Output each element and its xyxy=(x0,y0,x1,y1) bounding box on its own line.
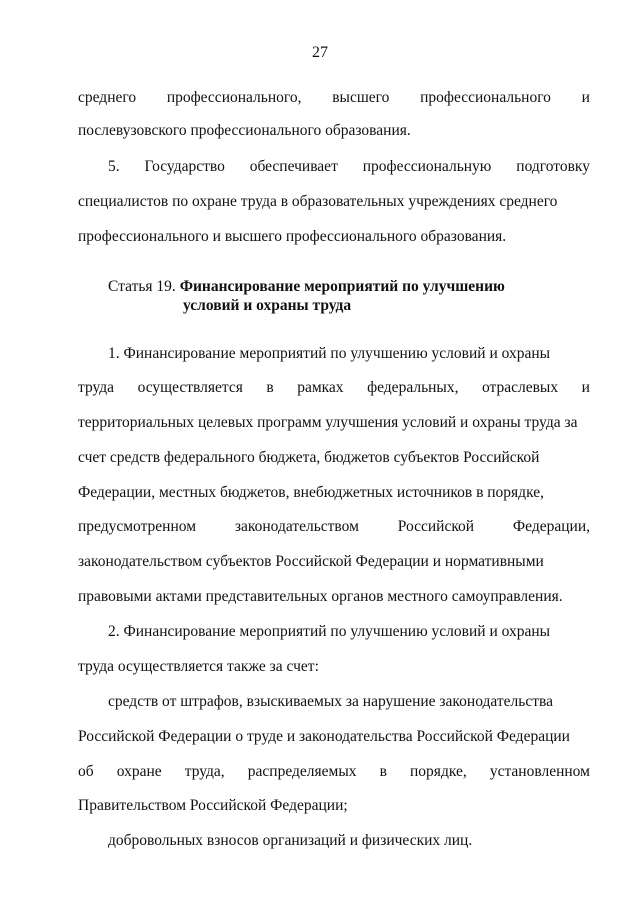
word: в xyxy=(266,379,274,396)
article-title-continued: условий и охраны труда xyxy=(183,297,352,314)
paragraph-line: добровольных взносов организаций и физических лиц. xyxy=(108,832,473,849)
article-title: Финансирование мероприятий по улучшению xyxy=(179,278,505,295)
word: рамках xyxy=(297,379,344,396)
word: в xyxy=(379,763,387,780)
paragraph-line xyxy=(78,517,590,537)
word: труда, xyxy=(184,763,225,780)
word: среднего xyxy=(78,89,137,106)
word: об xyxy=(78,763,94,780)
word: 5. xyxy=(108,158,120,175)
paragraph-line: Российской Федерации о труде и законодательства Российской Федерации xyxy=(78,728,570,745)
paragraph-line xyxy=(108,157,590,177)
word: подготовку xyxy=(516,158,590,175)
word: охране xyxy=(116,763,162,780)
word: предусмотренном xyxy=(78,518,197,535)
paragraph-line: счет средств федерального бюджета, бюджетов субъектов Российской xyxy=(78,449,540,466)
word: Российской xyxy=(397,518,475,535)
paragraph-line xyxy=(78,88,590,108)
paragraph-line: 2. Финансирование мероприятий по улучшению условий и охраны xyxy=(108,623,551,640)
word: Федерации, xyxy=(512,518,590,535)
word: законодательством xyxy=(234,518,359,535)
word: и xyxy=(581,89,590,106)
word: профессионального xyxy=(420,89,551,106)
paragraph-line: Правительством Российской Федерации; xyxy=(78,797,348,814)
word: установленном xyxy=(489,763,590,780)
paragraph-line: профессионального и высшего профессионального образования. xyxy=(78,228,507,245)
paragraph-line: послевузовского профессионального образования. xyxy=(78,122,411,139)
word: обеспечивает xyxy=(249,158,338,175)
word: распределяемых xyxy=(247,763,357,780)
word: Государство xyxy=(144,158,225,175)
paragraph-line: территориальных целевых программ улучшения условий и охраны труда за xyxy=(78,414,578,431)
paragraph-line: труда осуществляется также за счет: xyxy=(78,658,319,675)
word: высшего xyxy=(332,89,390,106)
word: труда xyxy=(78,379,115,396)
paragraph-line: специалистов по охране труда в образовательных учреждениях среднего xyxy=(78,193,558,210)
paragraph-line: правовыми актами представительных органов местного самоуправления. xyxy=(78,588,563,605)
word: федеральных, xyxy=(367,379,459,396)
paragraph-line xyxy=(78,378,590,398)
word: и xyxy=(581,379,590,396)
article-heading xyxy=(108,277,505,315)
paragraph-line: средств от штрафов, взыскиваемых за нарушение законодательства xyxy=(108,693,553,710)
word: осуществляется xyxy=(137,379,243,396)
word: профессионального, xyxy=(166,89,302,106)
word: профессиональную xyxy=(362,158,492,175)
paragraph-line: Федерации, местных бюджетов, внебюджетных источников в порядке, xyxy=(78,484,544,501)
paragraph-line: законодательством субъектов Российской Федерации и нормативными xyxy=(78,553,544,570)
page-number: 27 xyxy=(312,44,328,61)
paragraph-line: 1. Финансирование мероприятий по улучшению условий и охраны xyxy=(108,345,551,362)
word: отраслевых xyxy=(481,379,559,396)
word: порядке, xyxy=(410,763,467,780)
article-number: Статья 19. xyxy=(108,278,180,295)
paragraph-line xyxy=(78,762,590,782)
